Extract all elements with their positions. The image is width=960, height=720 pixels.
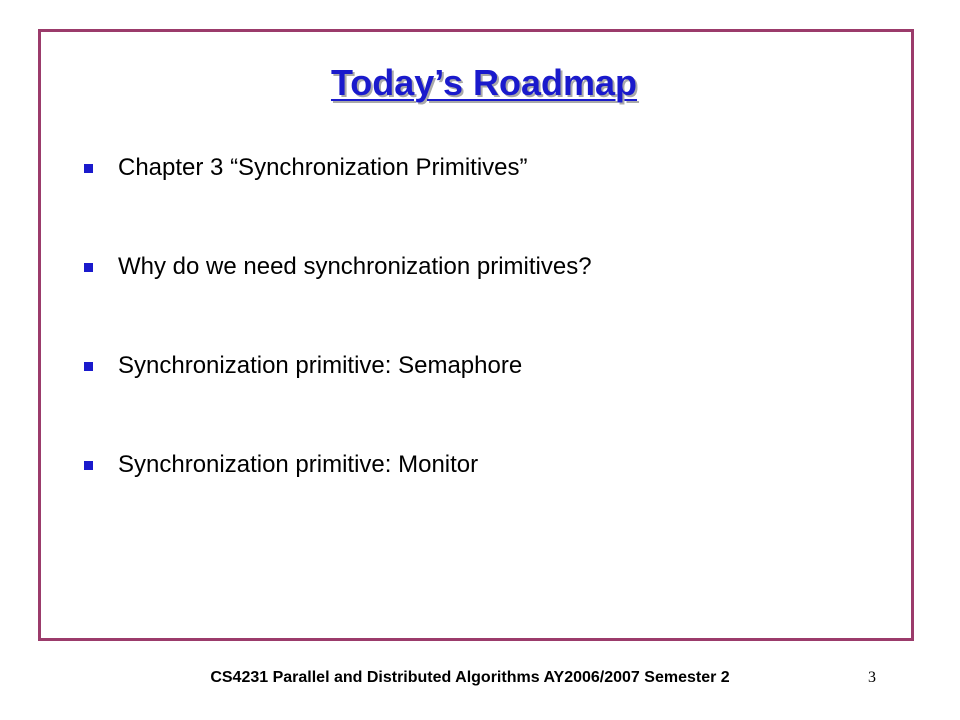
square-bullet-icon [84,362,93,371]
bullet-text: Why do we need synchronization primitives? [118,253,592,280]
bullet-item [84,445,592,485]
bullet-text: Synchronization primitive: Monitor [118,451,479,478]
bullet-item [84,346,592,386]
bullet-item [84,247,592,287]
slide-footer: CS4231 Parallel and Distributed Algorithms AY2006/2007 Semester 2 [210,669,730,686]
square-bullet-icon [84,263,93,272]
square-bullet-icon [84,461,93,470]
bullet-text: Synchronization primitive: Semaphore [118,352,523,379]
square-bullet-icon [84,164,93,173]
bullet-list [84,148,592,544]
slide-title: Today’s Roadmap [330,62,638,103]
bullet-text: Chapter 3 “Synchronization Primitives” [118,154,528,181]
bullet-item [84,148,592,188]
page-number: 3 [868,669,876,686]
